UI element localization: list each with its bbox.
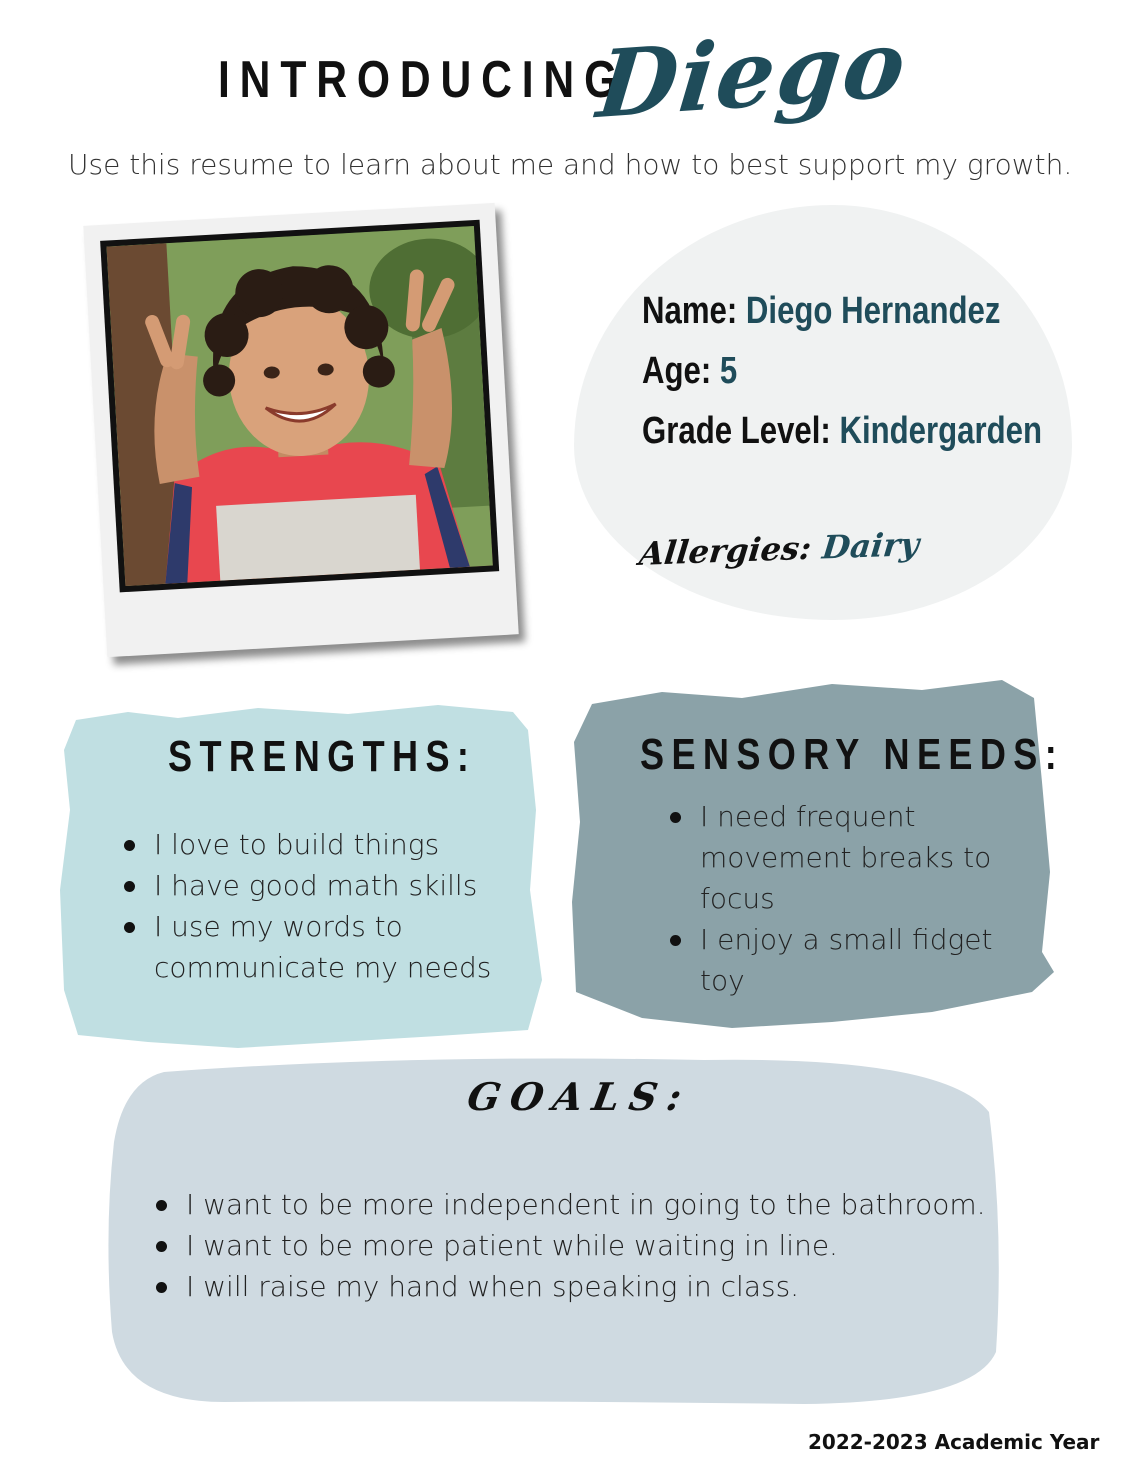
goals-title: GOALS: [464,1074,696,1119]
intro-heading: INTRODUCING [218,51,628,109]
sensory-needs-title: SENSORY NEEDS: [640,730,1065,779]
grade-label: Grade Level: [642,410,831,452]
list-item: I love to build things [154,824,524,865]
strengths-box [58,690,543,1052]
allergy-value: Dairy [820,525,921,567]
polaroid-frame [83,203,518,657]
sensory-needs-list [666,796,1020,1001]
list-item: I will raise my hand when speaking in class. [186,1266,1026,1307]
list-item: I have good math skills [154,865,524,906]
list-item: I want to be more patient while waiting in line. [186,1225,1026,1266]
age-value: 5 [719,350,738,392]
list-item: I use my words to communicate my needs [154,906,524,988]
student-photo [100,220,499,593]
age-label: Age: [642,350,712,392]
goals-list [152,1184,1026,1307]
grade-line [642,410,1042,453]
name-value: Diego Hernandez [745,290,1001,332]
student-name-script: Diego [592,8,913,140]
allergy-label: Allergies: [637,528,814,573]
sensory-needs-box [572,672,1065,1034]
strengths-list [120,824,524,988]
strengths-title: STRENGTHS: [168,732,477,781]
subtitle: Use this resume to learn about me and how to best support my growth. [68,148,1073,181]
list-item: I need frequent movement breaks to focus [700,796,1020,919]
age-line [642,350,737,393]
name-label: Name: [642,290,738,332]
grade-value: Kindergarden [839,410,1043,452]
name-line [642,290,1000,333]
academic-year: 2022-2023 Academic Year [808,1430,1100,1454]
list-item: I enjoy a small fidget toy [700,919,1020,1001]
child-illustration [106,226,492,586]
list-item: I want to be more independent in going to the bathroom. [186,1184,1026,1225]
